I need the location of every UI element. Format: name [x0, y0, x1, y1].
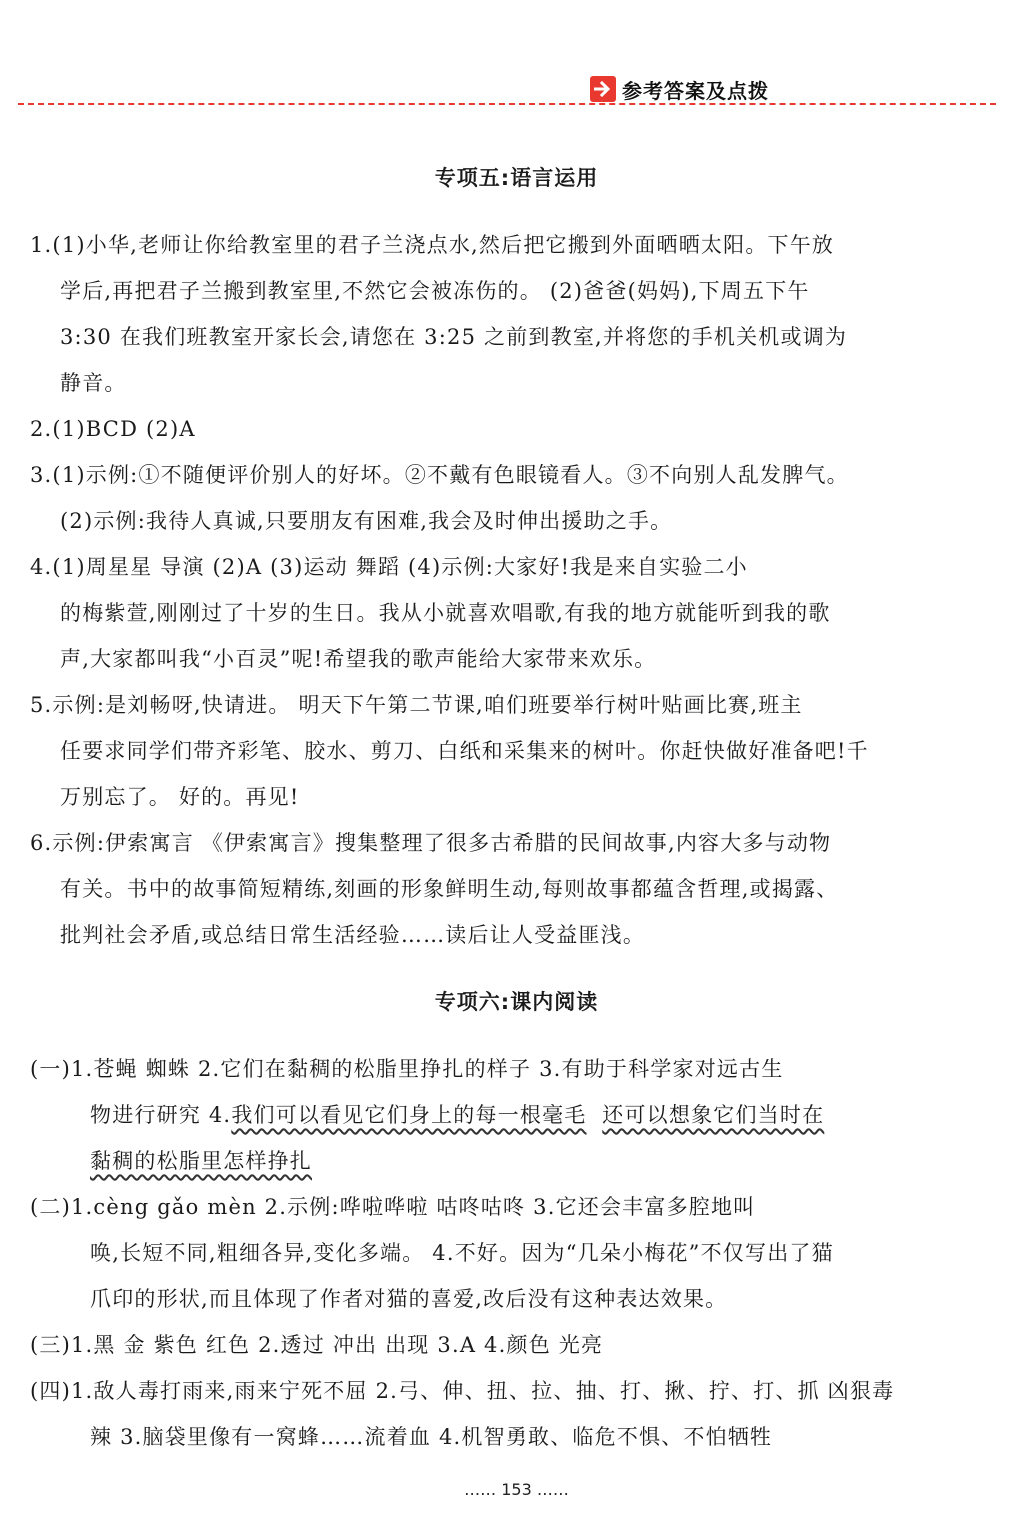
text-line: 1.(1)小华,老师让你给教室里的君子兰浇点水,然后把它搬到外面晒晒太阳。下午放 [30, 233, 835, 257]
text-line: 万别忘了。 好的。再见! [60, 785, 300, 809]
header-divider [18, 103, 996, 105]
text-line [30, 1092, 975, 1138]
text-line: (二)1.cèng gǎo mèn 2.示例:哗啦哗啦 咕咚咕咚 3.它还会丰富多腔地叫 [30, 1195, 756, 1219]
text-line: 5.示例:是刘畅呀,快请进。 明天下午第二节课,咱们班要举行树叶贴画比赛,班主 [30, 693, 803, 717]
text-line: 2.(1)BCD (2)A [30, 417, 196, 441]
text-line: 辣 3.脑袋里像有一窝蜂……流着血 4.机智勇敢、临危不惧、不怕牺牲 [90, 1425, 773, 1449]
text-line: 3.(1)示例:①不随便评价别人的好坏。②不戴有色眼镜看人。③不向别人乱发脾气。 [30, 463, 849, 487]
text-line: 3:30 在我们班教室开家长会,请您在 3:25 之前到教室,并将您的手机关机或调为 [60, 325, 848, 349]
text-line: 静音。 [60, 371, 127, 395]
underlined-answer: 我们可以看见它们身上的每一根毫毛 [231, 1103, 587, 1127]
header-title: 参考答案及点拨 [622, 78, 769, 103]
text-line [30, 1138, 975, 1184]
text-line: 批判社会矛盾,或总结日常生活经验……读后让人受益匪浅。 [60, 923, 646, 947]
page-header [0, 0, 1033, 110]
page-number: …… 153 …… [464, 1480, 569, 1499]
text-line: 4.(1)周星星 导演 (2)A (3)运动 舞蹈 (4)示例:大家好!我是来自实验二小 [30, 555, 748, 579]
text-line: (2)示例:我待人真诚,只要朋友有困难,我会及时伸出援助之手。 [60, 509, 673, 533]
text-line: 任要求同学们带齐彩笔、胶水、剪刀、白纸和采集来的树叶。你赶快做好准备吧!千 [60, 739, 869, 763]
answer-badge [590, 74, 769, 104]
section6-content [30, 1046, 975, 1460]
text-line: (一)1.苍蝇 蜘蛛 2.它们在黏稠的松脂里挣扎的样子 3.有助于科学家对远古生 [30, 1057, 784, 1081]
underlined-answer: 黏稠的松脂里怎样挣扎 [90, 1149, 312, 1173]
underlined-answer: 还可以想象它们当时在 [602, 1103, 825, 1127]
section5-content [30, 222, 975, 958]
text-line: (三)1.黑 金 紫色 红色 2.透过 冲出 出现 3.A 4.颜色 光亮 [30, 1333, 604, 1357]
text-line: 爪印的形状,而且体现了作者对猫的喜爱,改后没有这种表达效果。 [90, 1287, 728, 1311]
text-line: 唤,长短不同,粗细各异,变化多端。 4.不好。因为“几朵小梅花”不仅写出了猫 [90, 1241, 834, 1265]
text-line: 6.示例:伊索寓言 《伊索寓言》搜集整理了很多古希腊的民间故事,内容大多与动物 [30, 831, 832, 855]
text-line: 学后,再把君子兰搬到教室里,不然它会被冻伤的。 (2)爸爸(妈妈),下周五下午 [60, 279, 810, 303]
section-title: 专项六:课内阅读 [434, 990, 599, 1014]
text-line: 声,大家都叫我“小百灵”呢!希望我的歌声能给大家带来欢乐。 [60, 647, 657, 671]
text-line: 有关。书中的故事简短精练,刻画的形象鲜明生动,每则故事都蕴含哲理,或揭露、 [60, 877, 839, 901]
section-title: 专项五:语言运用 [434, 166, 599, 190]
text-line: (四)1.敌人毒打雨来,雨来宁死不屈 2.弓、伸、扭、拉、抽、打、揪、拧、打、抓 凶狠毒 [30, 1379, 895, 1403]
text-line: 的梅紫萱,刚刚过了十岁的生日。我从小就喜欢唱歌,有我的地方就能听到我的歌 [60, 601, 831, 625]
text-segment: 物进行研究 4. [90, 1103, 232, 1127]
arrow-right-icon [590, 76, 616, 102]
